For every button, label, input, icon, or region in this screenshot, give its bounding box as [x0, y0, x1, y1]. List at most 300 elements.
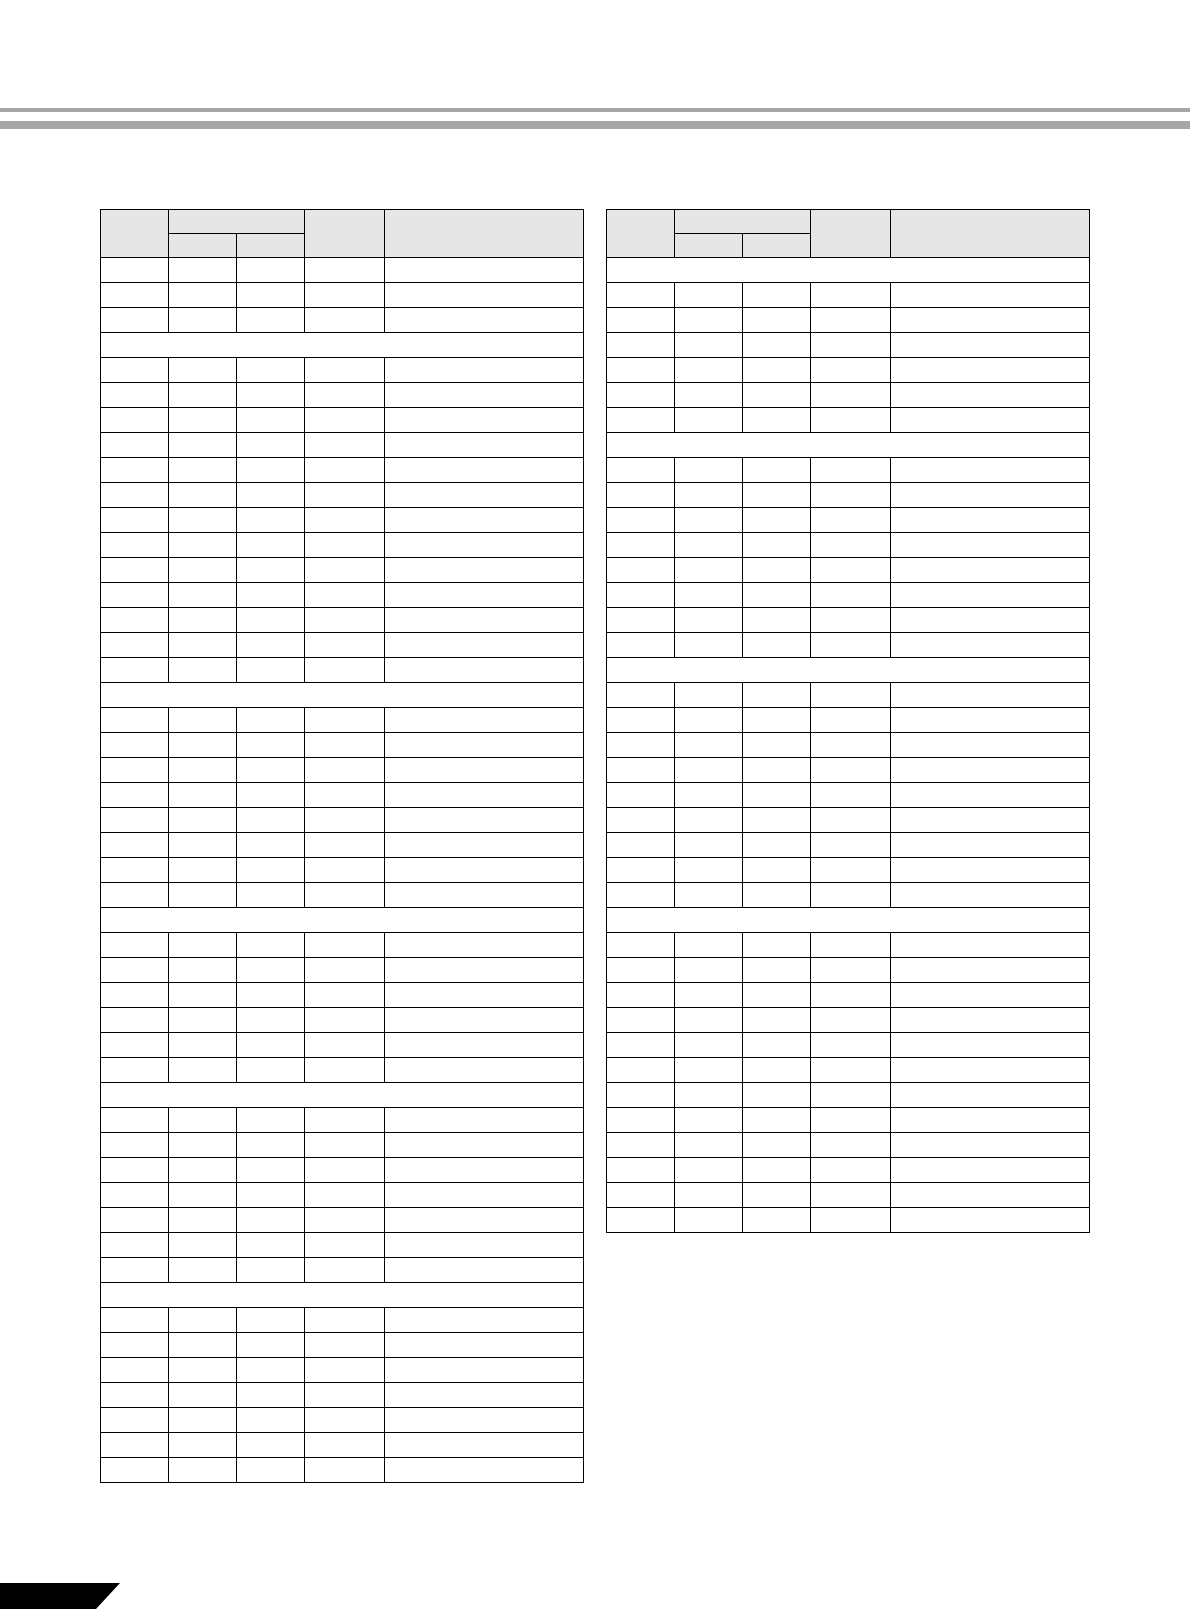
header-cell-name — [385, 210, 584, 258]
table-cell — [743, 1158, 811, 1183]
table-cell — [385, 783, 584, 808]
data-table-left — [100, 209, 584, 1483]
table-cell — [675, 683, 743, 708]
table-cell — [385, 833, 584, 858]
table-cell — [101, 633, 169, 658]
table-row — [607, 858, 1090, 883]
table-cell — [811, 383, 891, 408]
table-cell — [811, 583, 891, 608]
section-cell — [607, 433, 1090, 458]
table-cell — [743, 1208, 811, 1233]
table-cell — [101, 1333, 169, 1358]
table-cell — [607, 1183, 675, 1208]
table-cell — [385, 1233, 584, 1258]
section-row — [607, 908, 1090, 933]
table-cell — [305, 1183, 385, 1208]
table-cell — [237, 758, 305, 783]
table-cell — [607, 808, 675, 833]
table-row — [607, 358, 1090, 383]
table-cell — [743, 1083, 811, 1108]
table-cell — [101, 608, 169, 633]
table-cell — [169, 883, 237, 908]
table-cell — [743, 733, 811, 758]
table-cell — [811, 508, 891, 533]
table-row — [101, 1308, 584, 1333]
table-cell — [743, 883, 811, 908]
table-row — [607, 1058, 1090, 1083]
table-cell — [891, 1008, 1090, 1033]
table-cell — [101, 1208, 169, 1233]
table-cell — [237, 508, 305, 533]
table-cell — [305, 308, 385, 333]
table-cell — [237, 633, 305, 658]
table-cell — [237, 1108, 305, 1133]
table-cell — [169, 1308, 237, 1333]
table-cell — [385, 1208, 584, 1233]
table-cell — [385, 408, 584, 433]
table-cell — [675, 308, 743, 333]
table-cell — [169, 608, 237, 633]
table-row — [101, 1033, 584, 1058]
table-cell — [101, 358, 169, 383]
table-cell — [891, 533, 1090, 558]
table-row — [101, 1058, 584, 1083]
table-row — [101, 933, 584, 958]
section-cell — [101, 908, 584, 933]
table-cell — [811, 283, 891, 308]
table-cell — [675, 883, 743, 908]
table-cell — [891, 283, 1090, 308]
table-cell — [305, 258, 385, 283]
table-cell — [607, 583, 675, 608]
table-cell — [237, 433, 305, 458]
table-cell — [101, 308, 169, 333]
table-cell — [811, 983, 891, 1008]
table-cell — [169, 258, 237, 283]
table-cell — [385, 983, 584, 1008]
table-cell — [237, 733, 305, 758]
table-cell — [305, 833, 385, 858]
table-cell — [607, 1133, 675, 1158]
table-cell — [891, 808, 1090, 833]
table-row — [101, 708, 584, 733]
table-cell — [169, 308, 237, 333]
table-cell — [169, 1033, 237, 1058]
table-cell — [811, 533, 891, 558]
subheader-cell-a — [675, 234, 743, 258]
table-cell — [385, 708, 584, 733]
table-cell — [743, 708, 811, 733]
table-cell — [675, 458, 743, 483]
table-cell — [891, 1058, 1090, 1083]
table-cell — [305, 283, 385, 308]
table-cell — [675, 1158, 743, 1183]
table-row — [101, 733, 584, 758]
table-cell — [305, 1333, 385, 1358]
table-cell — [385, 1258, 584, 1283]
table-cell — [607, 533, 675, 558]
table-cell — [385, 1183, 584, 1208]
table-cell — [811, 808, 891, 833]
table-cell — [237, 1333, 305, 1358]
table-cell — [675, 508, 743, 533]
table-row — [101, 1408, 584, 1433]
table-cell — [891, 458, 1090, 483]
table-cell — [305, 808, 385, 833]
table-cell — [237, 1258, 305, 1283]
table-cell — [305, 408, 385, 433]
table-cell — [743, 508, 811, 533]
table-cell — [811, 408, 891, 433]
header-cell-number — [101, 210, 169, 258]
section-row — [101, 333, 584, 358]
table-cell — [743, 833, 811, 858]
table-cell — [237, 1008, 305, 1033]
table-cell — [891, 758, 1090, 783]
table-cell — [237, 533, 305, 558]
table-cell — [237, 858, 305, 883]
table-cell — [101, 1383, 169, 1408]
table-cell — [169, 808, 237, 833]
table-cell — [811, 1008, 891, 1033]
table-row — [607, 533, 1090, 558]
table-cell — [743, 558, 811, 583]
table-cell — [305, 758, 385, 783]
table-cell — [743, 683, 811, 708]
table-cell — [891, 1033, 1090, 1058]
table-cell — [385, 858, 584, 883]
table-cell — [237, 658, 305, 683]
table-row — [101, 383, 584, 408]
table-cell — [305, 358, 385, 383]
table-cell — [101, 1133, 169, 1158]
table-cell — [675, 783, 743, 808]
section-row — [607, 433, 1090, 458]
table-cell — [305, 1033, 385, 1058]
table-cell — [101, 558, 169, 583]
table-row — [607, 1108, 1090, 1133]
table-cell — [891, 733, 1090, 758]
table-row — [101, 833, 584, 858]
table-cell — [305, 533, 385, 558]
table-cell — [891, 383, 1090, 408]
table-cell — [811, 558, 891, 583]
table-cell — [891, 983, 1090, 1008]
table-cell — [607, 733, 675, 758]
table-cell — [237, 1408, 305, 1433]
table-cell — [305, 383, 385, 408]
table-cell — [385, 1433, 584, 1458]
table-cell — [101, 1108, 169, 1133]
table-cell — [237, 308, 305, 333]
table-cell — [169, 633, 237, 658]
table-cell — [101, 1233, 169, 1258]
table-cell — [305, 658, 385, 683]
table-cell — [169, 1408, 237, 1433]
table-cell — [743, 533, 811, 558]
table-cell — [743, 1058, 811, 1083]
table-cell — [237, 358, 305, 383]
table-cell — [891, 933, 1090, 958]
table-cell — [743, 333, 811, 358]
table-cell — [811, 358, 891, 383]
table-cell — [811, 1108, 891, 1133]
table-cell — [101, 283, 169, 308]
table-row — [101, 508, 584, 533]
table-cell — [675, 408, 743, 433]
table-cell — [169, 933, 237, 958]
table-cell — [891, 483, 1090, 508]
table-row — [101, 983, 584, 1008]
table-cell — [101, 733, 169, 758]
table-cell — [169, 433, 237, 458]
table-cell — [169, 758, 237, 783]
header-cell-value — [811, 210, 891, 258]
header-cell-group — [675, 210, 811, 234]
table-cell — [675, 533, 743, 558]
table-row — [607, 1008, 1090, 1033]
table-cell — [607, 1033, 675, 1058]
table-cell — [811, 883, 891, 908]
table-row — [101, 1458, 584, 1483]
table-cell — [675, 1033, 743, 1058]
table-cell — [607, 608, 675, 633]
table-cell — [743, 383, 811, 408]
table-cell — [237, 383, 305, 408]
table-cell — [891, 958, 1090, 983]
table-cell — [101, 833, 169, 858]
table-cell — [743, 783, 811, 808]
table-cell — [237, 1033, 305, 1058]
table-cell — [169, 1158, 237, 1183]
table-row — [607, 708, 1090, 733]
table-cell — [101, 1258, 169, 1283]
table-cell — [101, 658, 169, 683]
table-cell — [607, 358, 675, 383]
table-cell — [237, 1058, 305, 1083]
table-cell — [675, 733, 743, 758]
table-cell — [891, 1183, 1090, 1208]
section-row — [607, 258, 1090, 283]
table-cell — [675, 358, 743, 383]
table-cell — [305, 708, 385, 733]
table-cell — [305, 483, 385, 508]
table-cell — [385, 1058, 584, 1083]
table-cell — [385, 1383, 584, 1408]
table-row — [101, 558, 584, 583]
section-cell — [101, 683, 584, 708]
table-cell — [169, 483, 237, 508]
table-cell — [101, 758, 169, 783]
table-cell — [305, 583, 385, 608]
table-cell — [385, 883, 584, 908]
table-cell — [607, 283, 675, 308]
subheader-cell-b — [743, 234, 811, 258]
table-cell — [101, 1308, 169, 1333]
table-cell — [101, 458, 169, 483]
table-cell — [169, 408, 237, 433]
table-cell — [101, 883, 169, 908]
table-row — [607, 883, 1090, 908]
table-cell — [743, 858, 811, 883]
table-cell — [169, 558, 237, 583]
table-cell — [169, 983, 237, 1008]
table-cell — [101, 1058, 169, 1083]
table-cell — [237, 1308, 305, 1333]
table-cell — [607, 958, 675, 983]
table-row — [607, 1183, 1090, 1208]
table-row — [607, 508, 1090, 533]
table-cell — [169, 358, 237, 383]
table-cell — [811, 933, 891, 958]
table-cell — [385, 433, 584, 458]
table-cell — [607, 558, 675, 583]
table-cell — [305, 1358, 385, 1383]
table-cell — [811, 483, 891, 508]
table-cell — [743, 958, 811, 983]
header-rule-thick — [0, 121, 1190, 129]
table-cell — [101, 583, 169, 608]
table-cell — [743, 1033, 811, 1058]
table-cell — [743, 1108, 811, 1133]
table-cell — [607, 1083, 675, 1108]
table-cell — [101, 1358, 169, 1383]
table-cell — [743, 1133, 811, 1158]
table-cell — [675, 1133, 743, 1158]
table-cell — [305, 1458, 385, 1483]
table-cell — [891, 783, 1090, 808]
table-row — [101, 1183, 584, 1208]
table-cell — [675, 858, 743, 883]
table-cell — [607, 883, 675, 908]
table-cell — [743, 358, 811, 383]
table-cell — [385, 658, 584, 683]
table-cell — [101, 708, 169, 733]
table-cell — [811, 633, 891, 658]
table-row — [607, 483, 1090, 508]
table-cell — [305, 1383, 385, 1408]
table-cell — [237, 958, 305, 983]
table-cell — [607, 758, 675, 783]
table-cell — [101, 783, 169, 808]
table-cell — [811, 1158, 891, 1183]
table-cell — [607, 1208, 675, 1233]
section-cell — [607, 908, 1090, 933]
table-cell — [607, 458, 675, 483]
table-cell — [305, 933, 385, 958]
table-cell — [607, 983, 675, 1008]
table-cell — [385, 933, 584, 958]
table-cell — [101, 858, 169, 883]
table-cell — [675, 333, 743, 358]
table-row — [101, 883, 584, 908]
table-cell — [891, 633, 1090, 658]
table-cell — [385, 958, 584, 983]
table-row — [607, 983, 1090, 1008]
table-cell — [891, 408, 1090, 433]
table-cell — [237, 583, 305, 608]
table-cell — [385, 383, 584, 408]
table-cell — [305, 983, 385, 1008]
table-row — [101, 433, 584, 458]
table-cell — [169, 283, 237, 308]
table-cell — [169, 508, 237, 533]
table-cell — [675, 833, 743, 858]
table-cell — [305, 1108, 385, 1133]
table-row — [101, 258, 584, 283]
table-cell — [237, 833, 305, 858]
table-cell — [385, 508, 584, 533]
table-cell — [743, 408, 811, 433]
table-cell — [891, 708, 1090, 733]
table-row — [607, 283, 1090, 308]
header-cell-name — [891, 210, 1090, 258]
table-cell — [305, 1408, 385, 1433]
table-cell — [675, 483, 743, 508]
table-cell — [169, 1108, 237, 1133]
table-cell — [607, 783, 675, 808]
table-cell — [675, 283, 743, 308]
table-cell — [811, 608, 891, 633]
table-cell — [607, 308, 675, 333]
table-cell — [811, 708, 891, 733]
table-cell — [891, 608, 1090, 633]
table-cell — [305, 858, 385, 883]
table-cell — [811, 1058, 891, 1083]
table-cell — [891, 508, 1090, 533]
table-cell — [169, 783, 237, 808]
table-cell — [169, 383, 237, 408]
table-cell — [607, 683, 675, 708]
table-row — [101, 1133, 584, 1158]
table-cell — [237, 483, 305, 508]
table-row — [607, 758, 1090, 783]
table-cell — [675, 933, 743, 958]
table-cell — [675, 383, 743, 408]
table-cell — [891, 358, 1090, 383]
table-row — [607, 958, 1090, 983]
table-cell — [305, 633, 385, 658]
table-cell — [101, 483, 169, 508]
table-cell — [385, 758, 584, 783]
table-cell — [743, 458, 811, 483]
table-cell — [237, 933, 305, 958]
table-cell — [237, 408, 305, 433]
table-cell — [743, 1183, 811, 1208]
table-cell — [385, 1358, 584, 1383]
table-cell — [607, 633, 675, 658]
table-cell — [743, 933, 811, 958]
table-cell — [811, 1183, 891, 1208]
table-cell — [385, 733, 584, 758]
table-cell — [891, 333, 1090, 358]
table-cell — [891, 883, 1090, 908]
table-cell — [169, 533, 237, 558]
table-cell — [607, 508, 675, 533]
table-header-row — [607, 210, 1090, 234]
table-cell — [743, 308, 811, 333]
table-cell — [237, 1458, 305, 1483]
table-row — [607, 933, 1090, 958]
table-cell — [743, 983, 811, 1008]
table-cell — [743, 583, 811, 608]
table-cell — [675, 633, 743, 658]
table-cell — [385, 283, 584, 308]
data-table-right — [606, 209, 1090, 1233]
table-cell — [385, 633, 584, 658]
header-cell-group — [169, 210, 305, 234]
table-cell — [385, 533, 584, 558]
